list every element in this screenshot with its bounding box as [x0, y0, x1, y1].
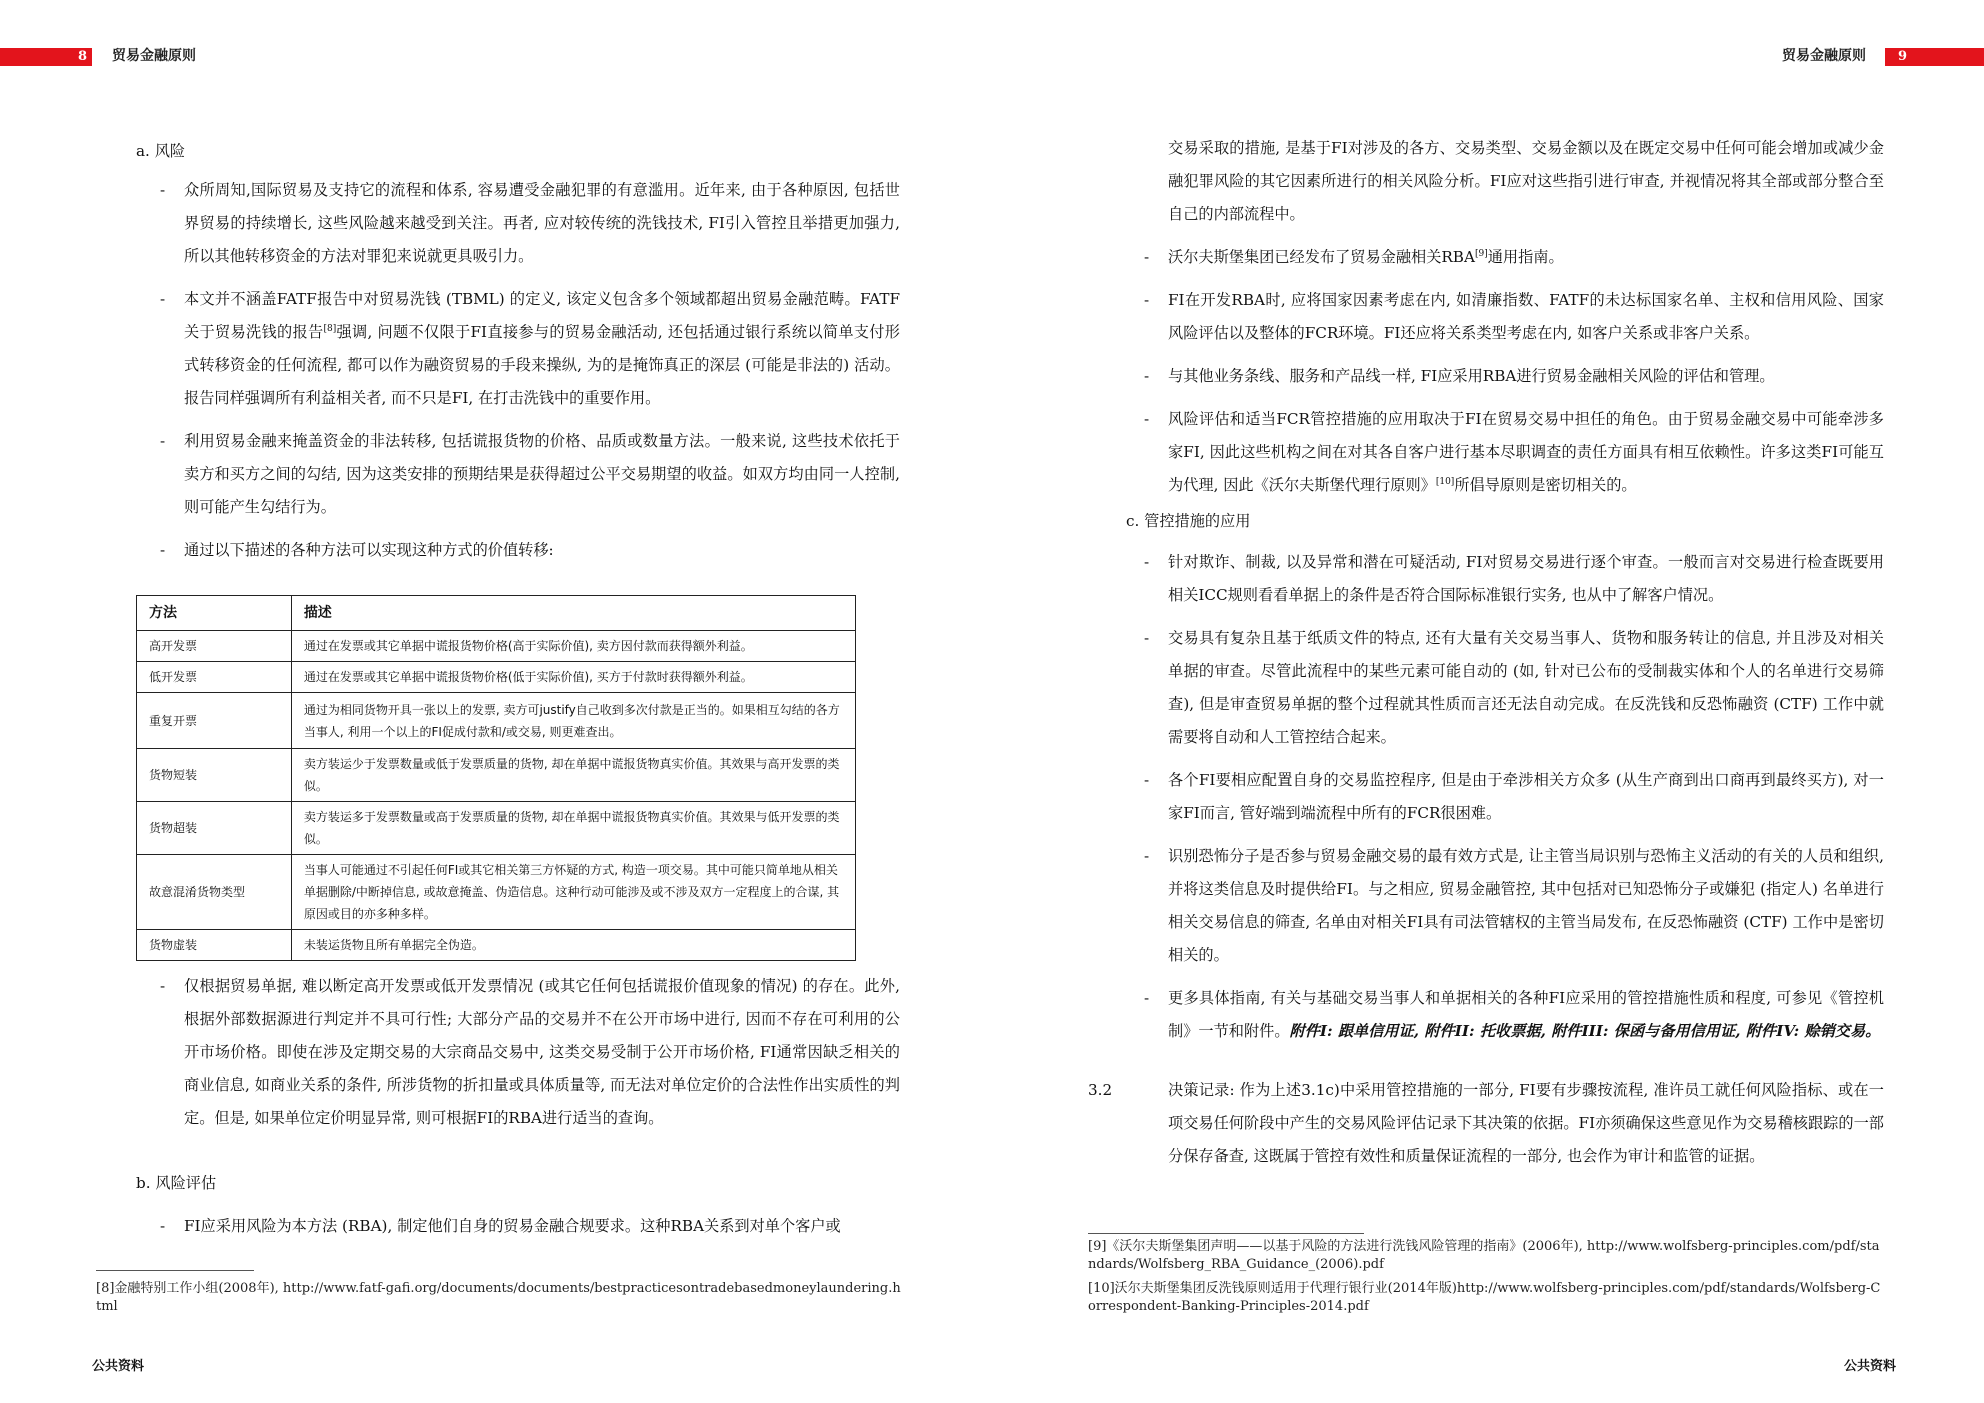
- table-row: 货物短装 卖方装运少于发票数量或低于发票质量的货物, 却在单据中谎报货物真实价值。其效果与高开发票的类似。: [137, 749, 856, 802]
- section-heading-c: c. 管控措施的应用: [1126, 512, 1251, 530]
- list-item: - 交易具有复杂且基于纸质文件的特点, 还有大量有关交易当事人、货物和服务转让的信息, 并且涉及对相关单据的审查。尽管此流程中的某些元素可能自动的 (如, 针对已公布的受制裁实体和个人的名单进行交易筛查), 但是审查贸易单据的整个过程就其性质而言还无法自动完成。在反洗钱和反恐怖融资 (CTF) 工作中就需要将自动和人工管控结合起来。: [1144, 629, 1884, 746]
- table-row: 故意混淆货物类型 当事人可能通过不引起任何FI或其它相关第三方怀疑的方式, 构造一项交易。其中可能只简单地从相关单据删除/中断掉信息, 或故意掩盖、伪造信息。这种行动可能涉及或不涉及双方一定程度上的合谋, 其原因或目的亦多种多样。: [137, 855, 856, 930]
- footnote-10: [10]沃尔夫斯堡集团反洗钱原则适用于代理行银行业(2014年版)http://www.wolfsberg-principles.com/pdf/standards/Wolfsberg-Correspondent-Banking-Principles-2014.pdf: [1088, 1281, 1881, 1314]
- table-header-desc: 描述: [291, 596, 855, 631]
- list-item: - 沃尔夫斯堡集团已经发布了贸易金融相关RBA[9]通用指南。: [1144, 248, 1564, 266]
- section-3-2-number: 3.2: [1088, 1081, 1113, 1099]
- footer-label: 公共资料: [92, 1359, 145, 1374]
- section-b-continued: 交易采取的措施, 是基于FI对涉及的各方、交易类型、交易金额以及在既定交易中任何可能会增加或减少金融犯罪风险的其它因素所进行的相关风险分析。FI应对这些指引进行审查, 并视情况将其全部或部分整合至自己的内部流程中。 - 沃尔夫斯堡集团已经发布了贸易金融相关RBA[9]通用指南。 - FI在开发RBA时, 应将国家因素考虑在内, 如清廉指数、FATF的未达标国家名单、主权和信用风险、国家风险评估以及整体的FCR环境。FI还应将关系类型考虑在内, 如客户关系或非客户关系。 - 与其他业务条线、服务和产品线一样, FI应采用RBA进行贸易金融相关风险的评估和管理。 - 风险评估和适当FCR管控措施的应用取决于FI在贸易交易中担任的角色。由于贸易金融交易中可能牵涉多家FI, 因此这些机构之间在对其各自客户进行基本尽职调查的责任方面具有相互依赖性。许多这类FI可能互为代理, 因此《沃尔夫斯堡代理行原则》[10]所倡导原则是密切相关的。: [1124, 132, 1884, 502]
- table-header-row: [137, 596, 856, 631]
- table-row: 高开发票 通过在发票或其它单据中谎报货物价格(高于实际价值), 卖方因付款而获得额外利益。: [137, 631, 856, 662]
- table-row: 重复开票 通过为相同货物开具一张以上的发票, 卖方可justify自己收到多次付款是正当的。如果相互勾结的各方当事人, 利用一个以上的FI促成付款和/或交易, 则更难查出。: [137, 693, 856, 749]
- table-row: 货物虚装 未装运货物且所有单据完全伪造。: [137, 930, 856, 961]
- section-heading-b: b. 风险评估: [136, 1174, 217, 1192]
- right-page: [992, 0, 1984, 1403]
- list-item: - FI应采用风险为本方法 (RBA), 制定他们自身的贸易金融合规要求。这种RBA关系到对单个客户或: [160, 1217, 841, 1235]
- list-item: - 仅根据贸易单据, 难以断定高开发票或低开发票情况 (或其它任何包括谎报价值现象的情况) 的存在。此外, 根据外部数据源进行判定并不具可行性; 大部分产品的交易并不在公开市场中进行, 因而不存在可利用的公开市场价格。即使在涉及定期交易的大宗商品交易中, 这类交易受制于公开市场价格, FI通常因缺乏相关的商业信息, 如商业关系的条件, 所涉货物的折扣量或具体质量等, 而无法对单位定价的合法性作出实质性的判定。但是, 如果单位定价明显异常, 则可根据FI的RBA进行适当的查询。: [160, 977, 900, 1127]
- table-row: 货物超装 卖方装运多于发票数量或高于发票质量的货物, 却在单据中谎报货物真实价值。其效果与低开发票的类似。: [137, 802, 856, 855]
- footnote-9: [9]《沃尔夫斯堡集团声明——以基于风险的方法进行洗钱风险管理的指南》(2006年), http://www.wolfsberg-principles.com/pdf/standards/Wolfsberg_RBA_Guidance_(2006).pdf: [1088, 1239, 1880, 1272]
- header-title: 贸易金融原则: [112, 48, 196, 64]
- section-b-body: [140, 1210, 900, 1243]
- list-item: - 更多具体指南, 有关与基础交易当事人和单据相关的各种FI应采用的管控措施性质和程度, 可参见《管控机制》一节和附件。附件I: 跟单信用证, 附件II: 托收票据, 附件III: 保函与备用信用证, 附件IV: 赊销交易。: [1144, 989, 1884, 1040]
- list-item: - 众所周知,国际贸易及支持它的流程和体系, 容易遭受金融犯罪的有意滥用。近年来, 由于各种原因, 包括世界贸易的持续增长, 这些风险越来越受到关注。再者, 应对较传统的洗钱技术, FI引入管控且举措更加强力, 所以其他转移资金的方法对罪犯来说就更具吸引力。: [160, 181, 900, 265]
- section-heading-a: a. 风险: [136, 142, 186, 160]
- list-item: - 与其他业务条线、服务和产品线一样, FI应采用RBA进行贸易金融相关风险的评估和管理。: [1144, 367, 1775, 385]
- list-item: - 通过以下描述的各种方法可以实现这种方式的价值转移:: [160, 541, 554, 559]
- methods-table: [136, 595, 856, 961]
- table-row: 低开发票 通过在发票或其它单据中谎报货物价格(低于实际价值), 买方于付款时获得额外利益。: [137, 662, 856, 693]
- header-title: 贸易金融原则: [1782, 48, 1866, 64]
- section-3-2: 3.2 决策记录: 作为上述3.1c)中采用管控措施的一部分, FI要有步骤按流程, 准许员工就任何风险指标、或在一项交易任何阶段中产生的交易风险评估记录下其决策的依据。FI亦须确保这些意见作为交易稽核跟踪的一部分保存备查, 这既属于管控有效性和质量保证流程的一部分, 也会作为审计和监管的证据。: [1088, 1074, 1884, 1173]
- footnote-ref-8[interactable]: [8]: [323, 323, 337, 334]
- footnote-ref-10[interactable]: [10]: [1435, 476, 1455, 487]
- page-number: 9: [1898, 49, 1908, 64]
- list-item: - 各个FI要相应配置自身的交易监控程序, 但是由于牵涉相关方众多 (从生产商到出口商再到最终买方), 对一家FI而言, 管好端到端流程中所有的FCR很困难。: [1144, 771, 1884, 822]
- section-c-body: [1124, 546, 1884, 1048]
- list-item: - 针对欺诈、制裁, 以及异常和潜在可疑活动, FI对贸易交易进行逐个审查。一般而言对交易进行检查既要用相关ICC规则看看单据上的条件是否符合国际标准银行实务, 也从中了解客户情况。: [1144, 553, 1884, 604]
- section-a-body: [140, 174, 900, 567]
- footer-label: 公共资料: [1844, 1359, 1897, 1374]
- list-item: - 识别恐怖分子是否参与贸易金融交易的最有效方式是, 让主管当局识别与恐怖主义活动的有关的人员和组织, 并将这类信息及时提供给FI。与之相应, 贸易金融管控, 其中包括对已知恐怖分子或嫌犯 (指定人) 名单进行相关交易信息的筛查, 名单由对相关FI具有司法管辖权的主管当局发布, 在反恐怖融资 (CTF) 工作中是密切相关的。: [1144, 847, 1884, 964]
- page-number: 8: [78, 49, 88, 64]
- annex-list: 附件I: 跟单信用证, 附件II: 托收票据, 附件III: 保函与备用信用证, 附件IV: 赊销交易。: [1289, 1022, 1881, 1040]
- section-a-after-table: [140, 970, 900, 1135]
- list-item: - 风险评估和适当FCR管控措施的应用取决于FI在贸易交易中担任的角色。由于贸易金融交易中可能牵涉多家FI, 因此这些机构之间在对其各自客户进行基本尽职调查的责任方面具有相互依赖性。许多这类FI可能互为代理, 因此《沃尔夫斯堡代理行原则》[10]所倡导原则是密切相关的。: [1144, 410, 1884, 494]
- table-header-method: 方法: [137, 596, 292, 631]
- list-item: - 本文并不涵盖FATF报告中对贸易洗钱 (TBML) 的定义, 该定义包含多个领域都超出贸易金融范畴。FATF关于贸易洗钱的报告[8]强调, 问题不仅限于FI直接参与的贸易金融活动, 还包括通过银行系统以简单支付形式转移资金的任何流程, 都可以作为融资贸易的手段来操纵, 为的是掩饰真正的深层 (可能是非法的) 活动。报告同样强调所有利益相关者, 而不只是FI, 在打击洗钱中的重要作用。: [160, 290, 900, 407]
- footnote-ref-9[interactable]: [9]: [1474, 248, 1488, 259]
- footnote-rule: [1088, 1233, 1364, 1234]
- list-item: - FI在开发RBA时, 应将国家因素考虑在内, 如清廉指数、FATF的未达标国家名单、主权和信用风险、国家风险评估以及整体的FCR环境。FI还应将关系类型考虑在内, 如客户关系或非客户关系。: [1144, 291, 1884, 342]
- footnote-8: [8]金融特别工作小组(2008年), http://www.fatf-gafi.org/documents/documents/bestpracticesontradebasedmoneylaundering.html: [96, 1281, 901, 1314]
- list-item: - 利用贸易金融来掩盖资金的非法转移, 包括谎报货物的价格、品质或数量方法。一般来说, 这些技术依托于卖方和买方之间的勾结, 因为这类安排的预期结果是获得超过公平交易期望的收益。如双方均由同一人控制, 则可能产生勾结行为。: [160, 432, 900, 516]
- footnote-rule: [96, 1270, 254, 1271]
